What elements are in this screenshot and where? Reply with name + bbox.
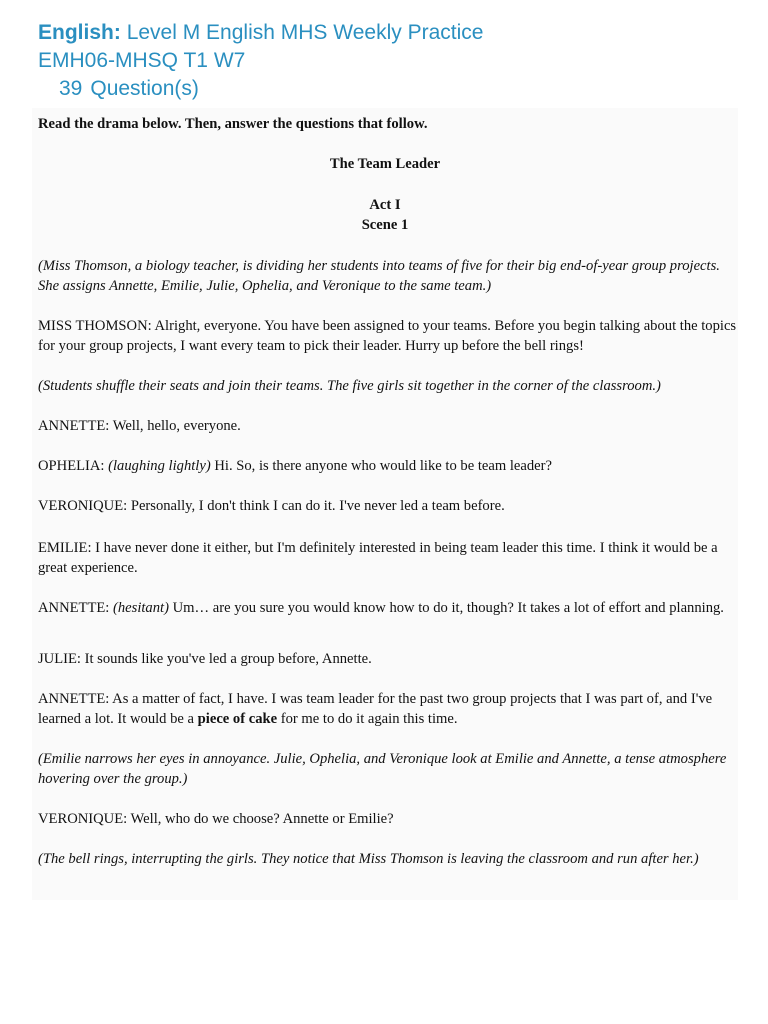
question-count-label: Question(s) bbox=[90, 77, 199, 100]
annette-direction: (hesitant) bbox=[113, 600, 169, 616]
dialogue-emilie: EMILIE: I have never done it either, but I'm definitely interested in being team leader this time. I think it would be a great experience. bbox=[38, 540, 718, 576]
ophelia-direction: (laughing lightly) bbox=[108, 458, 211, 474]
subject-label: English: bbox=[38, 21, 121, 44]
dialogue-miss-thomson: MISS THOMSON: Alright, everyone. You have been assigned to your teams. Before you begin talking about the topics for your group projects, I want every team to pick their leader. Hurry up before the bell rings! bbox=[38, 318, 737, 354]
dialogue-veronique-2: VERONIQUE: Well, who do we choose? Annette or Emilie? bbox=[38, 811, 394, 827]
question-count-number: 39 bbox=[59, 77, 83, 100]
speaker-annette: ANNETTE: bbox=[38, 600, 110, 616]
assignment-name: Level M English MHS Weekly Practice bbox=[126, 21, 484, 44]
ophelia-line: Hi. So, is there anyone who would like to be team leader? bbox=[214, 458, 552, 474]
dialogue-ophelia bbox=[38, 456, 738, 476]
annette-line-3a: ANNETTE: As a matter of fact, I have. I was team leader for the past two group projects that I was part of, and I've learned a lot. It would be a bbox=[38, 691, 713, 727]
speaker-ophelia: OPHELIA: bbox=[38, 458, 105, 474]
idiom-highlight: piece of cake bbox=[197, 711, 278, 727]
assignment-code: EMH06-MHSQ T1 W7 bbox=[38, 49, 246, 72]
stage-direction-1: (Miss Thomson, a biology teacher, is dividing her students into teams of five for their big end-of-year group projects. She assigns Annette, Emilie, Julie, Ophelia, and Veronique to the same team.) bbox=[38, 258, 720, 294]
dialogue-annette-2 bbox=[38, 598, 738, 618]
assignment-title bbox=[38, 19, 483, 47]
dialogue-annette-1: ANNETTE: Well, hello, everyone. bbox=[38, 418, 241, 434]
assignment-header bbox=[38, 19, 483, 103]
drama-title: The Team Leader bbox=[329, 156, 441, 172]
scene-heading: Scene 1 bbox=[361, 217, 409, 233]
annette-line-2: Um… are you sure you would know how to do it, though? It takes a lot of effort and planning. bbox=[172, 600, 724, 616]
stage-direction-4: (The bell rings, interrupting the girls. They notice that Miss Thomson is leaving the classroom and run after her.) bbox=[38, 851, 699, 867]
stage-direction-3: (Emilie narrows her eyes in annoyance. Julie, Ophelia, and Veronique look at Emilie and Annette, a tense atmosphere hovering over the group.) bbox=[38, 751, 727, 787]
dialogue-veronique-1: VERONIQUE: Personally, I don't think I can do it. I've never led a team before. bbox=[38, 498, 505, 514]
dialogue-annette-3 bbox=[38, 689, 738, 729]
reading-passage bbox=[32, 108, 738, 900]
stage-direction-2: (Students shuffle their seats and join their teams. The five girls sit together in the corner of the classroom.) bbox=[38, 378, 661, 394]
annette-line-3b: for me to do it again this time. bbox=[280, 711, 458, 727]
act-heading: Act I bbox=[369, 197, 401, 213]
dialogue-julie: JULIE: It sounds like you've led a group before, Annette. bbox=[38, 651, 372, 667]
passage-instruction: Read the drama below. Then, answer the questions that follow. bbox=[38, 116, 428, 132]
question-count bbox=[38, 75, 483, 103]
